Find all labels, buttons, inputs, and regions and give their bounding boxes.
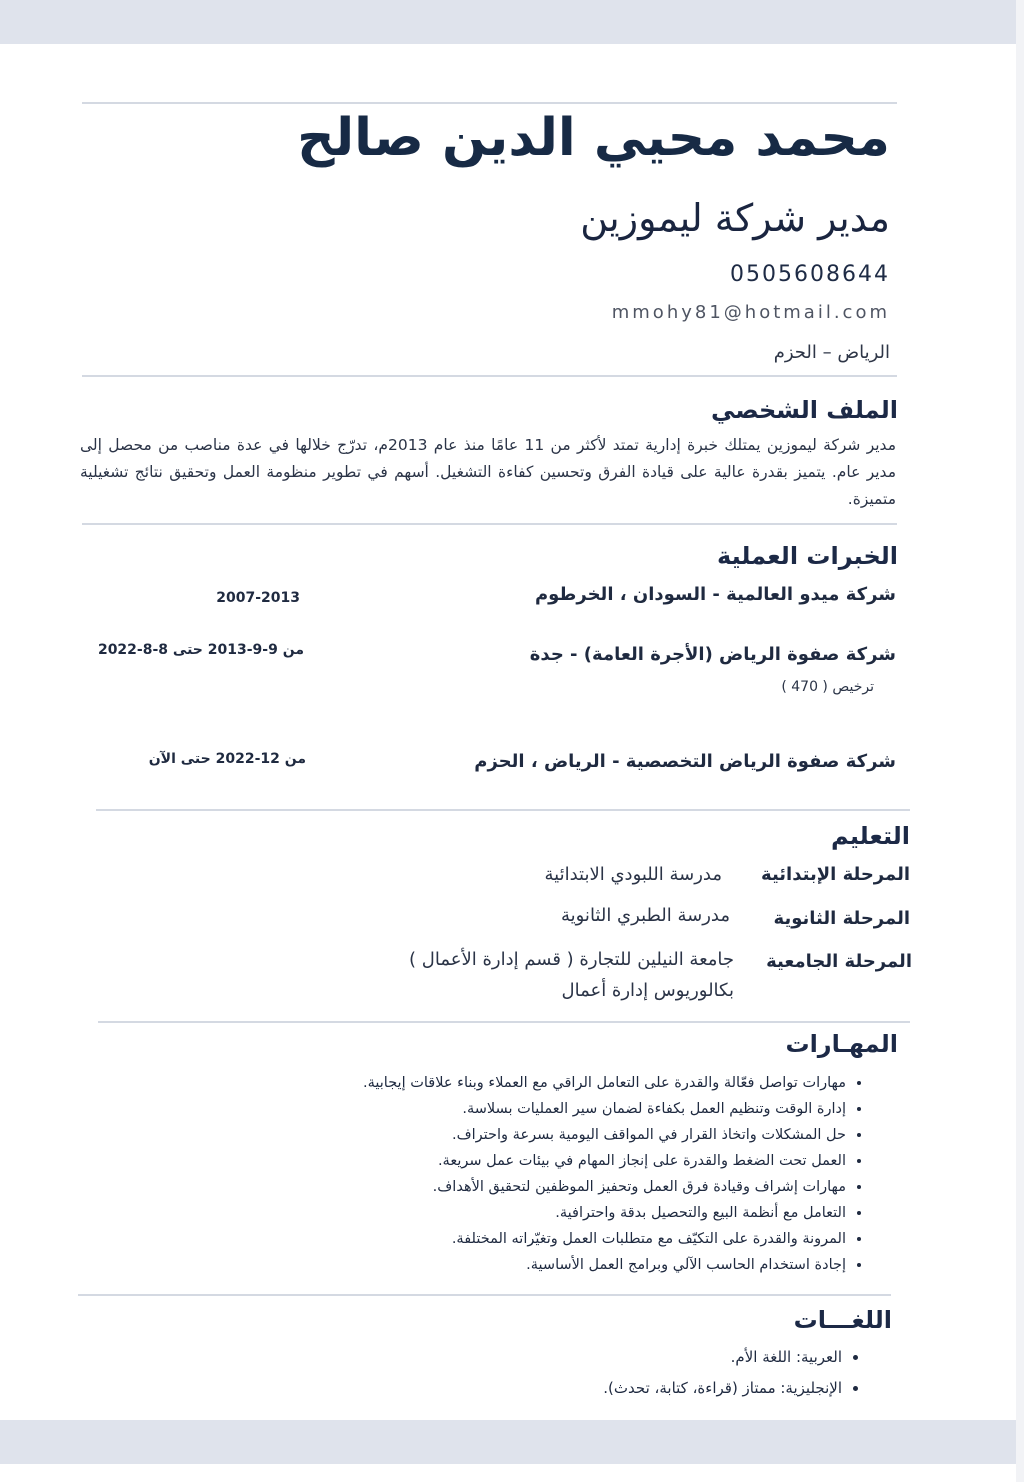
phone-number: 0505608644 — [730, 262, 890, 287]
experience-period: من 9-9-2013 حتى 8-8-2022 — [97, 642, 304, 658]
list-item: • العربية: اللغة الأم. — [603, 1342, 842, 1373]
experience-company: شركة صفوة الرياض التخصصية - الرياض ، الحزم — [474, 751, 896, 772]
divider — [98, 1021, 910, 1023]
education-degree: بكالوريوس إدارة أعمال — [561, 980, 734, 1001]
languages-list — [603, 1342, 864, 1404]
right-edge — [1016, 0, 1024, 1482]
experience-company: شركة صفوة الرياض (الأجرة العامة) - جدة — [529, 644, 896, 665]
profile-text: مدير شركة ليموزين يمتلك خبرة إدارية تمتد لأكثر من 11 عامًا منذ عام 2013م، تدرّج خلالها في عدة مناصب من محصل إلى مدير عام. يتميز بقدرة عالية على قيادة الفرق وتحسين كفاءة التشغيل. أسهم في تطوير منظومة العمل وتحقيق نتائج تشغيلية متميزة. — [80, 436, 896, 508]
experience-company: شركة ميدو العالمية - السودان ، الخرطوم — [534, 584, 896, 605]
profile-heading: الملف الشخصي — [711, 396, 898, 424]
divider — [82, 523, 897, 525]
experience-heading: الخبرات العملية — [717, 542, 898, 570]
list-item: • مهارات تواصل فعّالة والقدرة على التعامل الراقي مع العملاء وبناء علاقات إيجابية. — [363, 1070, 846, 1096]
list-item: • العمل تحت الضغط والقدرة على إنجاز المهام في بيئات عمل سريعة. — [363, 1148, 846, 1174]
divider — [78, 1294, 891, 1296]
education-school: مدرسة اللبودي الابتدائية — [544, 864, 722, 885]
divider — [82, 375, 897, 377]
education-heading: التعليم — [831, 822, 910, 850]
list-item: • التعامل مع أنظمة البيع والتحصيل بدقة واحترافية. — [363, 1200, 846, 1226]
experience-period: 2007-2013 — [216, 590, 300, 606]
list-item: • المرونة والقدرة على التكيّف مع متطلبات العمل وتغيّراته المختلفة. — [363, 1226, 846, 1252]
location: الرياض – الحزم — [773, 342, 890, 363]
divider — [96, 809, 910, 811]
bottom-band — [0, 1420, 1016, 1464]
education-stage: المرحلة الجامعية — [766, 951, 912, 972]
education-school: جامعة النيلين للتجارة ( قسم إدارة الأعمال ) — [409, 949, 734, 970]
divider — [82, 102, 897, 104]
job-title: مدير شركة ليموزين — [580, 196, 890, 240]
education-stage: المرحلة الثانوية — [773, 908, 910, 929]
list-item: • مهارات إشراف وقيادة فرق العمل وتحفيز الموظفين لتحقيق الأهداف. — [363, 1174, 846, 1200]
skills-list — [363, 1070, 868, 1278]
list-item: • إدارة الوقت وتنظيم العمل بكفاءة لضمان سير العمليات بسلاسة. — [363, 1096, 846, 1122]
list-item: • حل المشكلات واتخاذ القرار في المواقف اليومية بسرعة واحتراف. — [363, 1122, 846, 1148]
languages-heading: اللغـــات — [793, 1306, 892, 1334]
person-name: محمد محيي الدين صالح — [297, 108, 890, 168]
education-stage: المرحلة الإبتدائية — [761, 864, 910, 885]
email-address: mmohy81@hotmail.com — [611, 302, 890, 323]
list-item: • الإنجليزية: ممتاز (قراءة، كتابة، تحدث). — [603, 1373, 842, 1404]
education-school: مدرسة الطبري الثانوية — [560, 905, 730, 926]
experience-period: من 12-2022 حتى الآن — [148, 751, 306, 767]
list-item: • إجادة استخدام الحاسب الآلي وبرامج العمل الأساسية. — [363, 1252, 846, 1278]
license-number: ترخيص ( 470 ) — [781, 679, 874, 695]
skills-heading: المهـارات — [785, 1030, 898, 1058]
top-band — [0, 0, 1016, 44]
